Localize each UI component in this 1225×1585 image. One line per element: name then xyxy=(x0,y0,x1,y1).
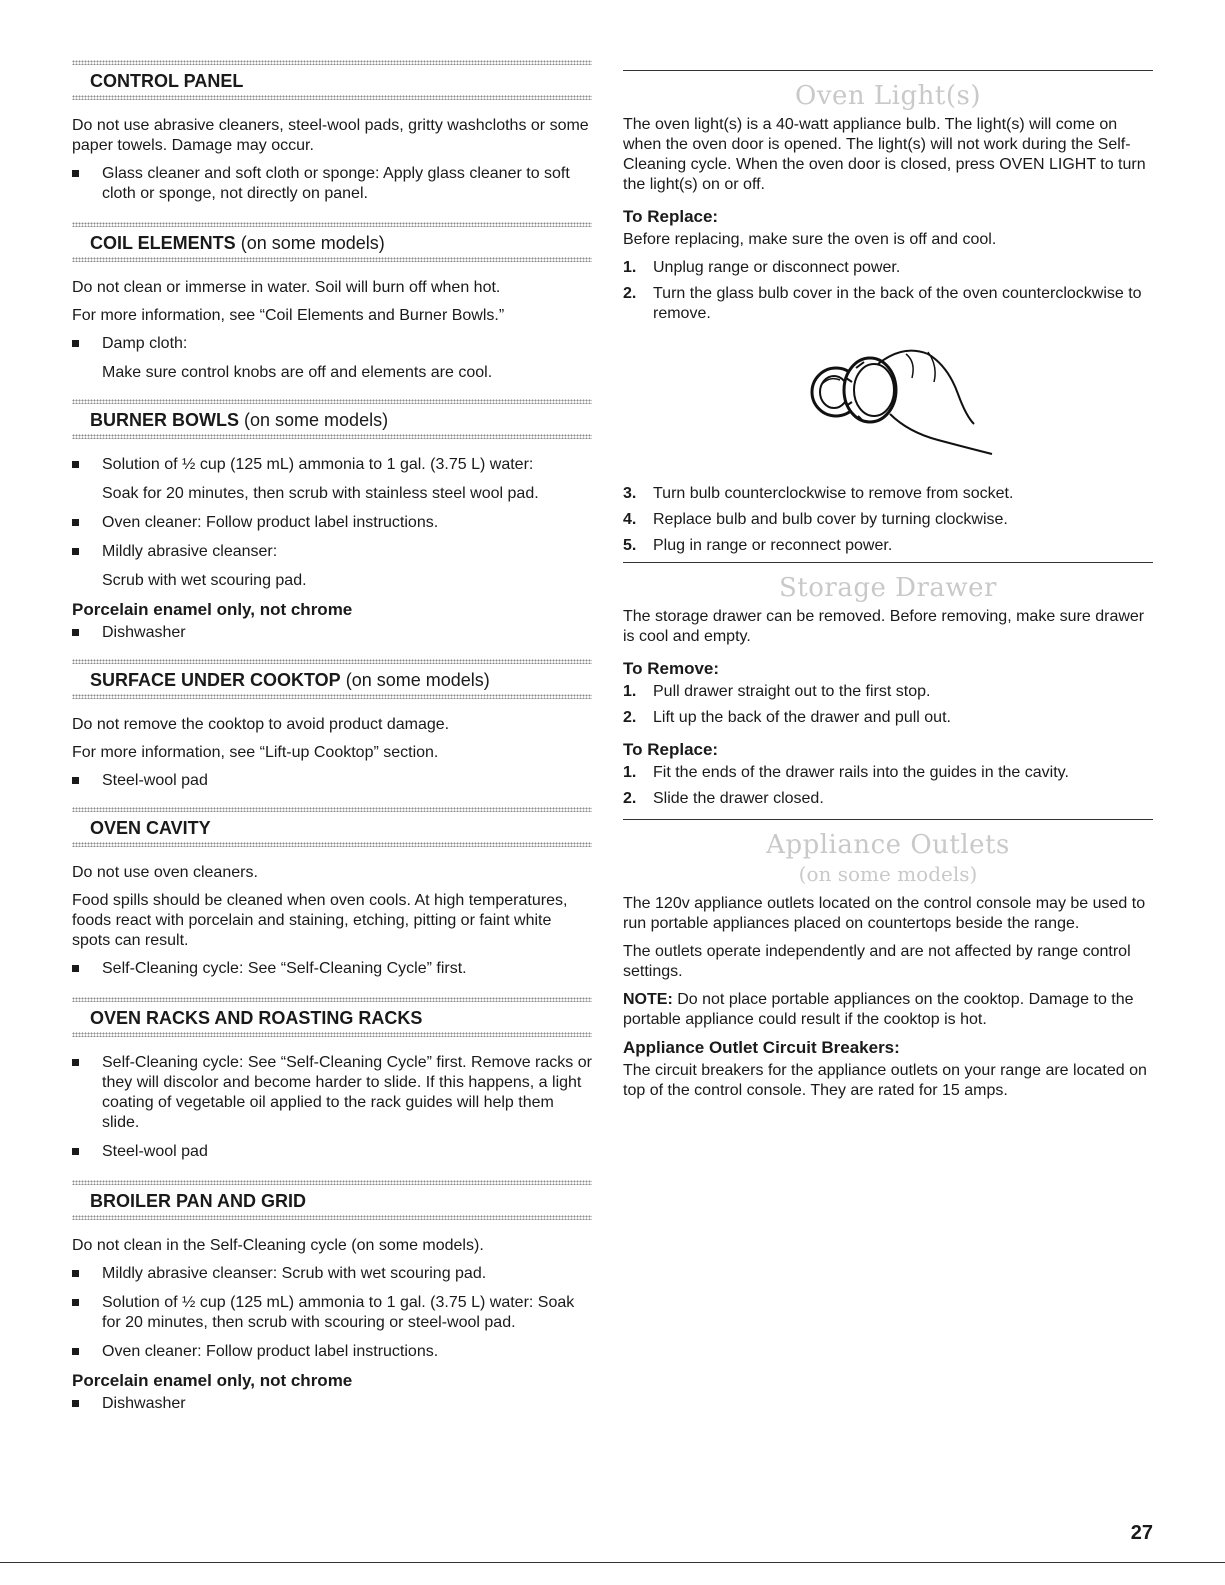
step-item: 2. Slide the drawer closed. xyxy=(623,790,824,807)
section-title: SURFACE UNDER COOKTOP (on some models) xyxy=(90,670,490,690)
section-control-panel xyxy=(72,60,592,100)
bullet-item: Dishwasher xyxy=(72,1394,592,1414)
bullet-item: Solution of ½ cup (125 mL) ammonia to 1 gal. (3.75 L) water: Soak for 20 minutes, then scrub with scouring or steel-wool pad. xyxy=(72,1293,592,1333)
bullet-item: Mildly abrasive cleanser: Scrub with wet scouring pad. xyxy=(72,1264,592,1284)
bullet-detail: Scrub with wet scouring pad. xyxy=(102,572,307,589)
left-column xyxy=(72,60,592,1423)
section-title: CONTROL PANEL xyxy=(90,71,244,91)
subheading: To Replace: xyxy=(623,740,719,759)
section-rule xyxy=(623,562,1153,563)
right-column xyxy=(623,70,1153,1109)
footer-rule xyxy=(0,1562,1225,1563)
dotted-rule xyxy=(72,434,592,439)
paragraph: Do not use oven cleaners. xyxy=(72,864,258,881)
paragraph: Before replacing, make sure the oven is off and cool. xyxy=(623,231,997,248)
section-oven-cavity xyxy=(72,807,592,847)
paragraph: Do not clean in the Self-Cleaning cycle (on some models). xyxy=(72,1237,484,1254)
section-oven-racks xyxy=(72,997,592,1037)
subheading: Appliance Outlet Circuit Breakers: xyxy=(623,1038,900,1057)
step-item: 1. Unplug range or disconnect power. xyxy=(623,259,901,276)
section-burner-bowls xyxy=(72,399,592,439)
paragraph: For more information, see “Lift-up Cooktop” section. xyxy=(72,744,439,761)
paragraph: Do not use abrasive cleaners, steel-wool pads, gritty washcloths or some paper towels. Damage may occur. xyxy=(72,117,589,154)
dotted-rule xyxy=(72,257,592,262)
paragraph: For more information, see “Coil Elements and Burner Bowls.” xyxy=(72,307,505,324)
bullet-item: Glass cleaner and soft cloth or sponge: Apply glass cleaner to soft cloth or sponge, not directly on panel. xyxy=(72,164,592,204)
section-title: OVEN CAVITY xyxy=(90,818,211,838)
subheading: To Replace: xyxy=(623,207,719,226)
bullet-item: Steel-wool pad xyxy=(72,771,592,791)
paragraph: The oven light(s) is a 40-watt appliance bulb. The light(s) will come on when the oven door is opened. The light(s) will not work during the Self-Cleaning cycle. When the oven door is closed, press OVEN LIGHT to turn the light(s) on or off. xyxy=(623,116,1146,193)
section-coil-elements xyxy=(72,222,592,262)
subheading: To Remove: xyxy=(623,659,720,678)
step-item: 1. Fit the ends of the drawer rails into the guides in the cavity. xyxy=(623,764,1069,781)
paragraph: The 120v appliance outlets located on the control console may be used to run portable appliances placed on countertops beside the range. xyxy=(623,895,1146,932)
bullet-item: Damp cloth: xyxy=(72,334,592,354)
step-item: 4. Replace bulb and bulb cover by turning clockwise. xyxy=(623,511,1008,528)
page-number: 27 xyxy=(1130,1522,1153,1544)
section-title-oven-lights: Oven Light(s) xyxy=(795,81,981,111)
paragraph: The storage drawer can be removed. Before removing, make sure drawer is cool and empty. xyxy=(623,608,1145,645)
section-broiler-pan xyxy=(72,1180,592,1220)
dotted-rule xyxy=(72,95,592,100)
section-title: BROILER PAN AND GRID xyxy=(90,1191,306,1211)
hand-bulb-icon xyxy=(778,332,998,472)
section-title: BURNER BOWLS (on some models) xyxy=(90,410,389,430)
section-title-appliance-outlets: Appliance Outlets xyxy=(766,830,1010,860)
paragraph: Do not clean or immerse in water. Soil will burn off when hot. xyxy=(72,279,501,296)
bullet-item: Solution of ½ cup (125 mL) ammonia to 1 gal. (3.75 L) water: xyxy=(72,455,592,475)
bulb-cover-illustration xyxy=(623,332,1153,472)
step-item: 2. Turn the glass bulb cover in the back of the oven counterclockwise to remove. xyxy=(623,285,1142,322)
section-surface-under-cooktop xyxy=(72,659,592,699)
section-rule xyxy=(623,70,1153,71)
subheading: Porcelain enamel only, not chrome xyxy=(72,600,353,619)
dotted-rule xyxy=(72,842,592,847)
subheading: Porcelain enamel only, not chrome xyxy=(72,1371,353,1390)
section-rule xyxy=(623,819,1153,820)
bullet-item: Self-Cleaning cycle: See “Self-Cleaning Cycle” first. xyxy=(72,959,592,979)
paragraph: Do not remove the cooktop to avoid product damage. xyxy=(72,716,450,733)
bullet-detail: Make sure control knobs are off and elements are cool. xyxy=(102,364,493,381)
paragraph: The outlets operate independently and are not affected by range control settings. xyxy=(623,943,1131,980)
section-subtitle: (on some models) xyxy=(798,862,978,886)
bullet-detail: Soak for 20 minutes, then scrub with stainless steel wool pad. xyxy=(102,485,539,502)
paragraph: Food spills should be cleaned when oven cools. At high temperatures, foods react with porcelain and staining, etching, pitting or faint white spots can result. xyxy=(72,892,568,949)
section-title: COIL ELEMENTS (on some models) xyxy=(90,233,385,253)
bullet-item: Dishwasher xyxy=(72,623,592,643)
section-title-storage-drawer: Storage Drawer xyxy=(779,573,997,603)
bullet-item: Steel-wool pad xyxy=(72,1142,592,1162)
step-item: 5. Plug in range or reconnect power. xyxy=(623,537,893,554)
paragraph: The circuit breakers for the appliance outlets on your range are located on top of the control console. They are rated for 15 amps. xyxy=(623,1062,1147,1099)
bullet-item: Oven cleaner: Follow product label instructions. xyxy=(72,513,592,533)
bullet-item: Oven cleaner: Follow product label instructions. xyxy=(72,1342,592,1362)
dotted-rule xyxy=(72,1215,592,1220)
note-paragraph: NOTE: Do not place portable appliances on the cooktop. Damage to the portable appliance could result if the cooktop is hot. xyxy=(623,991,1134,1028)
bullet-item: Mildly abrasive cleanser: xyxy=(72,542,592,562)
note-label: NOTE: xyxy=(623,991,673,1008)
section-title: OVEN RACKS AND ROASTING RACKS xyxy=(90,1008,423,1028)
bullet-item: Self-Cleaning cycle: See “Self-Cleaning Cycle” first. Remove racks or they will discolor and become harder to slide. If this happens, a light coating of vegetable oil applied to the rack guides will help them slide. xyxy=(72,1053,592,1133)
step-item: 2. Lift up the back of the drawer and pull out. xyxy=(623,709,951,726)
step-item: 3. Turn bulb counterclockwise to remove from socket. xyxy=(623,485,1014,502)
dotted-rule xyxy=(72,1032,592,1037)
dotted-rule xyxy=(72,694,592,699)
step-item: 1. Pull drawer straight out to the first stop. xyxy=(623,683,931,700)
